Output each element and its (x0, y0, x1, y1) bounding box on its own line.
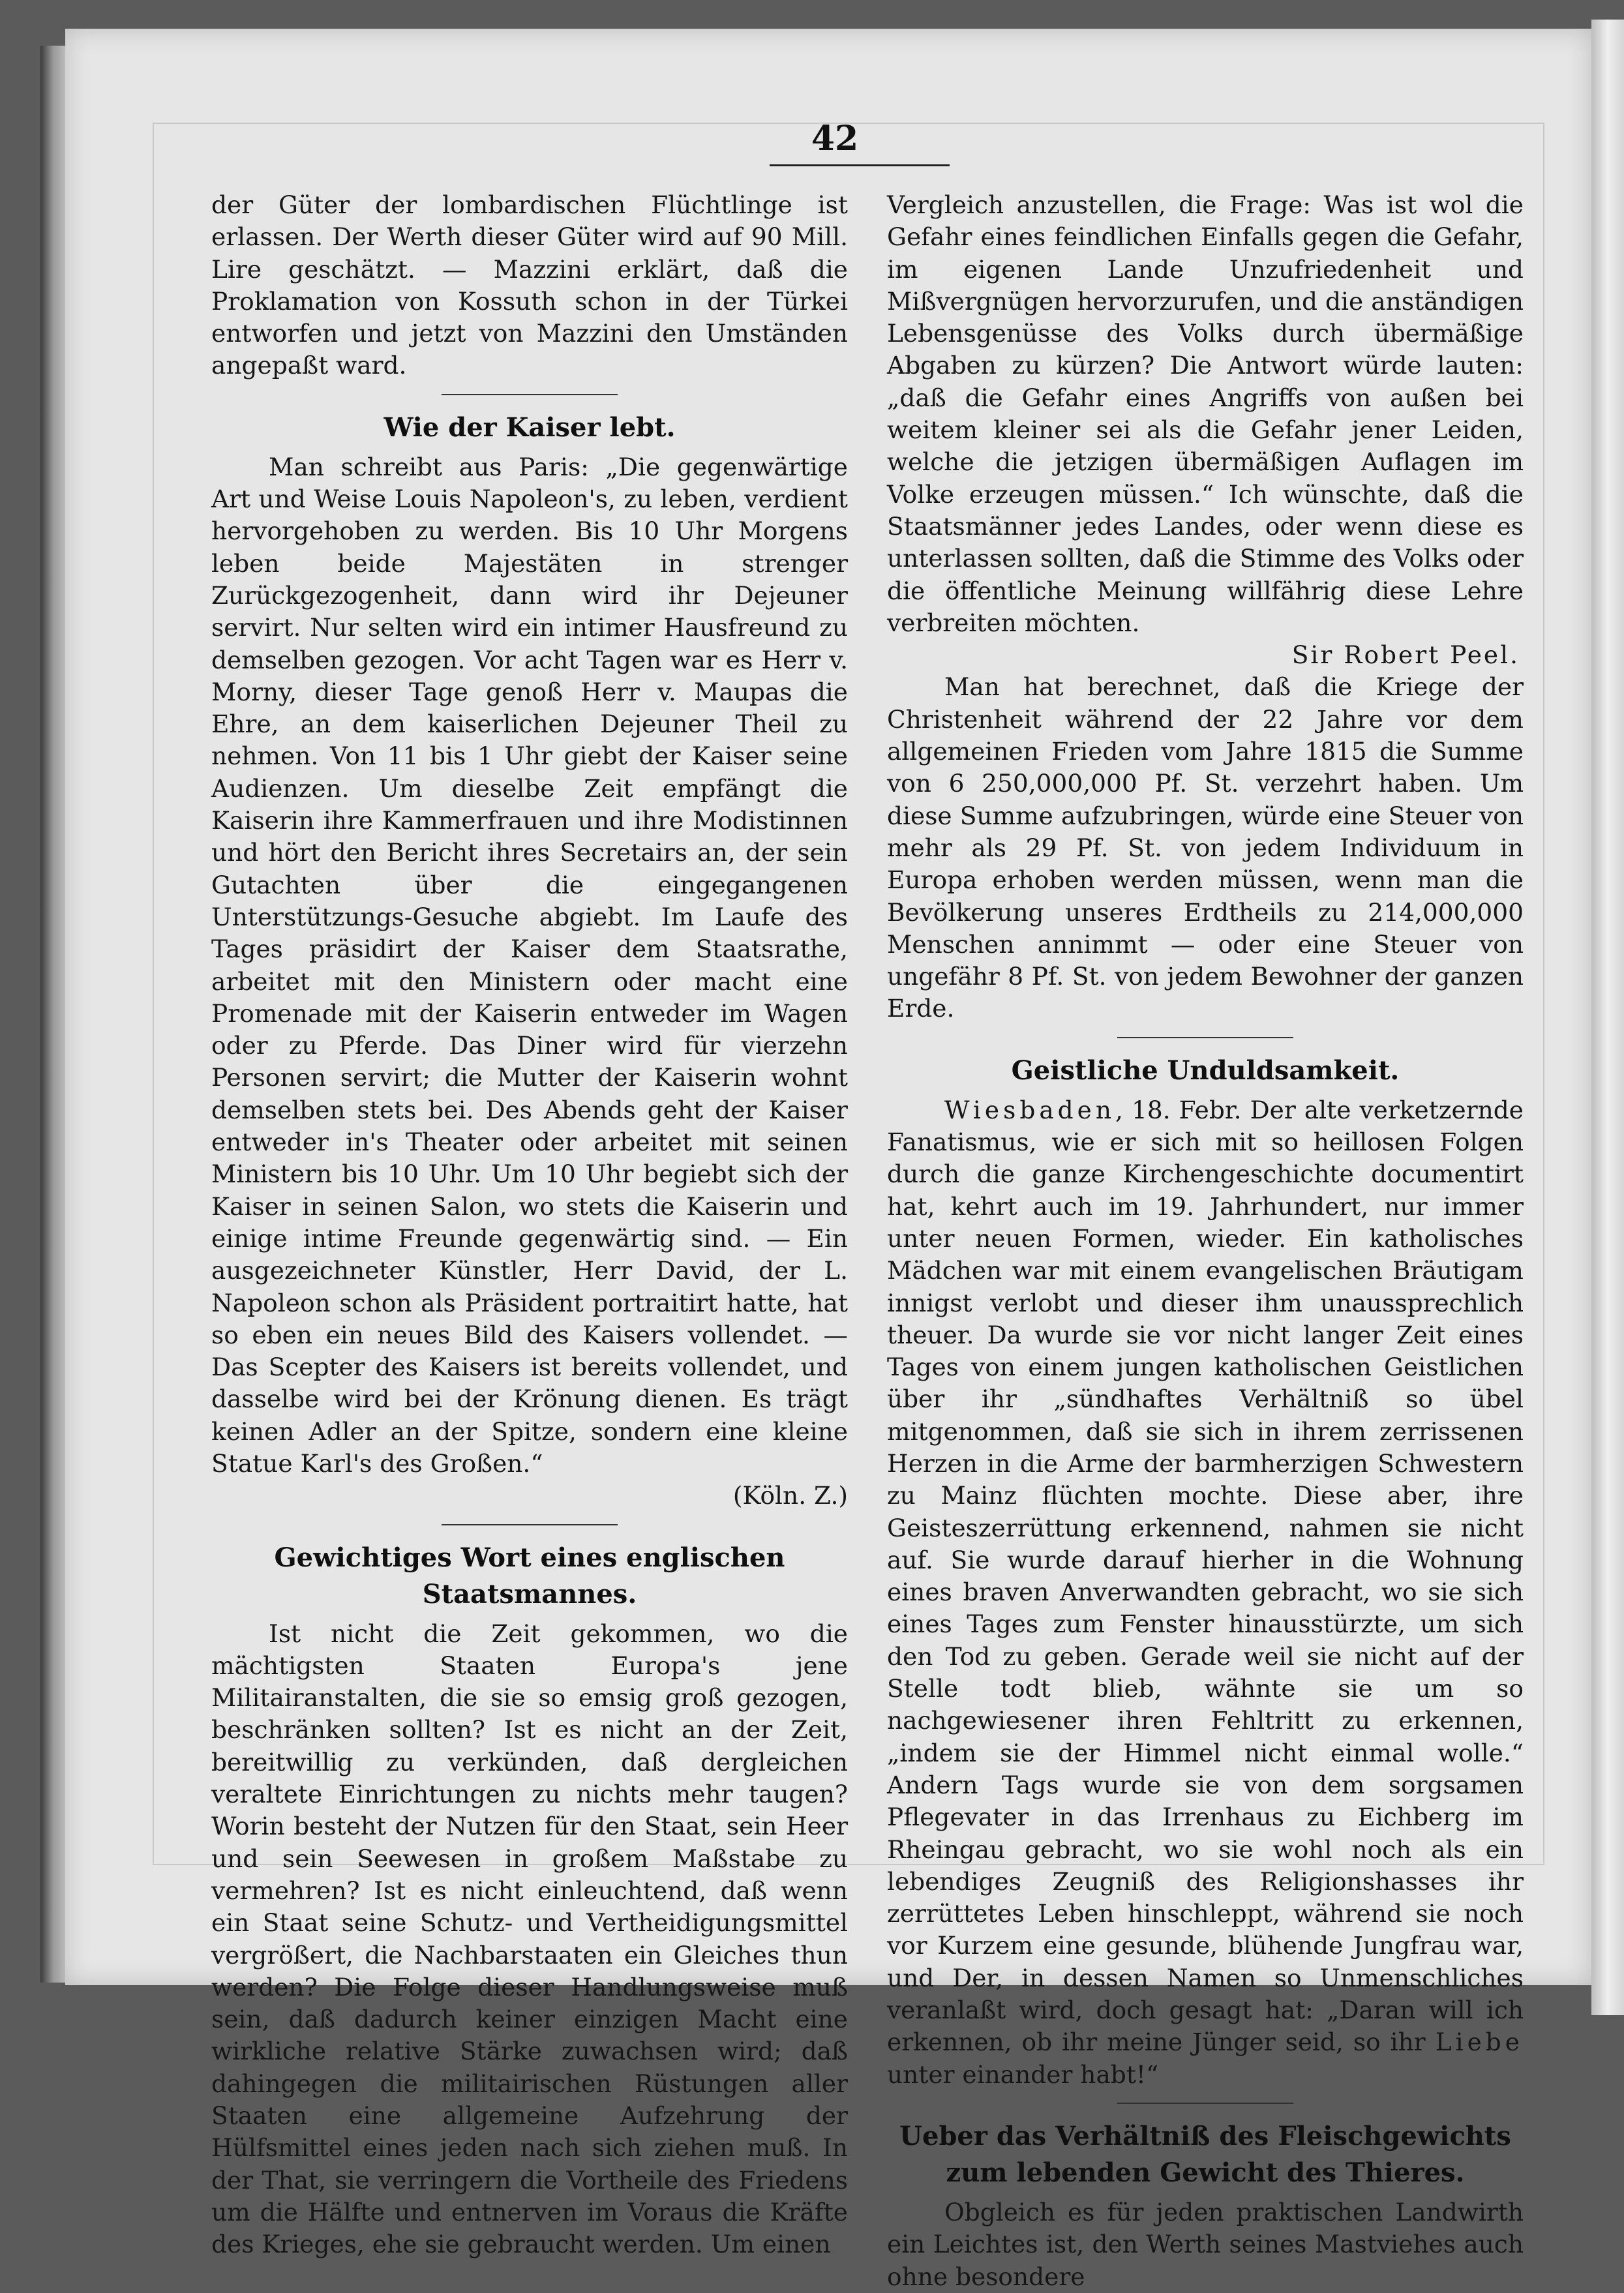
page-edge (1591, 20, 1624, 2015)
article-heading: Ueber das Verhältniß des Fleischgewichts zum lebenden Gewicht des Thieres. (899, 2120, 1511, 2188)
article-text: , 18. Febr. Der alte verketzernde Fanatismus, wie er sich mit so heillosen Folgen durch die ganze Kirchengeschichte documentirt hat, kehrt auch im 19. Jahrhundert, nur immer unter neuen Formen, wieder. Ein katholisches Mädchen war mit einem evangelischen Bräutigam innigst verlobt und dieser ihm unaussprechlich theuer. Da wurde sie vor nicht langer Zeit eines Tages von einem jungen katholischen Geistlichen über ihr „sündhaftes Verhältniß so übel mitgenommen, daß sie sich in ihrem zerrissenen Herzen in die Arme der barmherzigen Schwestern zu Mainz flüchten mochte. Diese aber, ihre Geisteszerrüttung erkennend, nahmen sie nicht auf. Sie wurde darauf hierher in die Wohnung eines braven Anverwandten gebracht, wo sie sich eines Tages zum Fenster hinausstürzte, um sich den Tod zu geben. Gerade weil sie nicht auf der Stelle todt blieb, wähnte sie um so nachgewiesener ihren Fehltritt zu erkennen, „indem sie der Himmel nicht einmal wolle.“ Andern Tags wurde sie von dem sorgsamen Pflegevater in das Irrenhaus zu Eichberg im Rheingau gebracht, wo sie wohl noch als ein lebendiges Zeugniß des Religionshasses ihr zerrüttetes Leben hinschleppt, während sie noch vor Kurzem eine gesunde, blühende Jungfrau war, und Der, in dessen Namen so Unmenschliches veranlaßt wird, doch gesagt hat: „Daran will ich erkennen, ob ihr meine Jünger seid, so ihr (887, 1095, 1524, 2057)
section-divider (442, 394, 618, 395)
article-heading: Gewichtiges Wort eines englischen Staatsmannes. (274, 1542, 785, 1610)
article-body: Obgleich es für jeden praktischen Landwirth ein Leichtes ist, den Werth seines Mastviehes auch ohne besondere (887, 2197, 1524, 2291)
article-text-end: unter einander habt!“ (887, 2060, 1159, 2089)
article-source: (Köln. Z.) (732, 1481, 848, 1510)
signature: Sir Robert Peel. (1291, 640, 1520, 670)
dateline: Wiesbaden (944, 1095, 1116, 1124)
intro-paragraph: der Güter der lombardischen Flüchtlinge ist erlassen. Der Werth dieser Güter wird auf 90 Mill. Lire geschätzt. — Mazzini erklärt, daß die Proklamation von Kossuth schon in der Türkei entworfen und jetzt von Mazzini den Umständen angepaßt ward. (211, 190, 848, 380)
article-body: Man schreibt aus Paris: „Die gegenwärtige Art und Weise Louis Napoleon's, zu leben, verdient hervorgehoben zu werden. Bis 10 Uhr Morgens leben beide Majestäten in strenger Zurückgezogenheit, dann wird ihr Dejeuner servirt. Nur selten wird ein intimer Hausfreund zu demselben gezogen. Vor acht Tagen war es Herr v. Morny, dieser Tage genoß Herr v. Maupas die Ehre, an dem kaiserlichen Dejeuner Theil zu nehmen. Von 11 bis 1 Uhr giebt der Kaiser seine Audienzen. Um dieselbe Zeit empfängt die Kaiserin ihre Kammerfrauen und ihre Modistinnen und hört den Bericht ihres Secretairs an, der sein Gutachten über die eingegangenen Unterstützungs-Gesuche abgiebt. Im Laufe des Tages präsidirt der Kaiser dem Staatsrathe, arbeitet mit den Ministern oder macht eine Promenade mit der Kaiserin entweder im Wagen oder zu Pferde. Das Diner wird für vierzehn Personen servirt; die Mutter der Kaiserin wohnt demselben stets bei. Des Abends geht der Kaiser entweder in's Theater oder arbeitet mit seinen Ministern bis 10 Uhr. Um 10 Uhr begiebt sich der Kaiser in seinen Salon, wo stets die Kaiserin und einige intime Freunde gegenwärtig sind. — Ein ausgezeichneter Künstler, Herr David, der L. Napoleon schon als Präsident portraitirt hatte, hat so eben ein neues Bild des Kaisers vollendet. — Das Scepter des Kaisers ist bereits vollendet, und dasselbe wird bei der Krönung dienen. Es trägt keinen Adler an der Spitze, sondern eine kleine Statue Karl's des Großen.“ (211, 452, 848, 1478)
page-number-rule (770, 164, 950, 166)
article-body (887, 1094, 1524, 2091)
emphasized-word: Liebe (1435, 2028, 1524, 2057)
right-column (887, 189, 1524, 2293)
section-divider (1117, 2103, 1293, 2104)
article-heading: Wie der Kaiser lebt. (383, 412, 676, 443)
left-column (211, 189, 848, 2261)
page-number: 42 (811, 119, 859, 158)
section-divider (1117, 1037, 1293, 1038)
article-body: Ist nicht die Zeit gekommen, wo die mächtigsten Staaten Europa's jene Militairanstalten, die sie so emsig groß gezogen, beschränken sollten? Ist es nicht an der Zeit, bereitwillig zu verkünden, daß dergleichen veraltete Einrichtungen zu nichts mehr taugen? Worin besteht der Nutzen für den Staat, sein Heer und sein Seewesen in großem Maßstabe zu vermehren? Ist es nicht einleuchtend, daß wenn ein Staat seine Schutz- und Vertheidigungsmittel vergrößert, die Nachbarstaaten ein Gleiches thun werden? Die Folge dieser Handlungsweise muß sein, daß dadurch keiner einzigen Macht eine wirkliche relative Stärke zuwachsen wird; daß dahingegen die militairischen Rüstungen aller Staaten eine allgemeine Aufzehrung der Hülfsmittel eines jeden nach sich ziehen muß. In der That, sie verringern die Vortheile des Friedens um die Hälfte und entnerven im Voraus die Kräfte des Krieges, ehe sie gebraucht werden. Um einen (211, 1619, 848, 2259)
continuation-paragraph: Vergleich anzustellen, die Frage: Was ist wol die Gefahr eines feindlichen Einfalls gegen die Gefahr, im eigenen Lande Unzufriedenheit und Mißvergnügen hervorzurufen, und die anständigen Lebensgenüsse des Volks durch übermäßige Abgaben zu kürzen? Die Antwort würde lauten: „daß die Gefahr eines Angriffs von außen bei weitem kleiner sei als die Gefahr jener Leiden, welche die jetzigen übermäßigen Auflagen im Volke erzeugen müssen.“ Ich wünschte, daß die Staatsmänner jedes Landes, oder wenn diese es unterlassen sollten, daß die Stimme des Volks oder die öffentliche Meinung willfährig diese Lehre verbreiten möchten. (887, 190, 1524, 637)
article-heading: Geistliche Unduldsamkeit. (1011, 1055, 1400, 1086)
war-cost-paragraph: Man hat berechnet, daß die Kriege der Christenheit während der 22 Jahre vor dem allgemeinen Frieden vom Jahre 1815 die Summe von 6 250,000,000 Pf. St. verzehrt haben. Um diese Summe aufzubringen, würde eine Steuer von mehr als 29 Pf. St. von jedem Individuum in Europa erhoben werden müssen, wenn man die Bevölkerung unseres Erdtheils zu 214,000,000 Menschen annimmt — oder eine Steuer von ungefähr 8 Pf. St. von jedem Bewohner der ganzen Erde. (887, 672, 1524, 1023)
section-divider (442, 1524, 618, 1525)
